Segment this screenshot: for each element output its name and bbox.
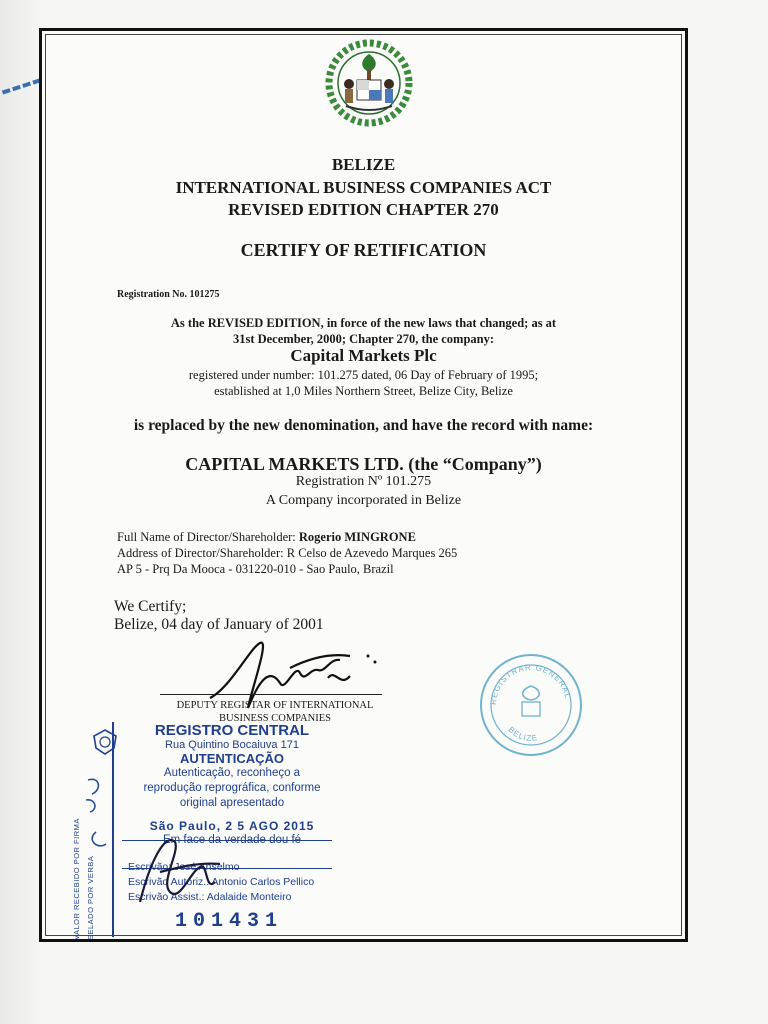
stamp-text-3: original apresentado xyxy=(179,797,285,809)
stamp-date: São Paulo, 2 5 AGO 2015 xyxy=(149,819,315,833)
certify-line: We Certify; xyxy=(114,598,187,615)
stamp-clerk-1: Escrivão: José Anselmo xyxy=(128,861,240,873)
signatory-title-line-2: BUSINESS COMPANIES xyxy=(219,713,331,724)
stamp-number: 101431 xyxy=(174,910,283,933)
title-country: BELIZE xyxy=(331,155,396,174)
registrar-general-seal xyxy=(478,652,584,758)
director-name-line xyxy=(117,530,416,545)
new-company-incorporation: A Company incorporated in Belize xyxy=(265,493,462,508)
director-name-label: Full Name of Director/Shareholder: xyxy=(117,530,299,544)
stamp-text-2: reprodução reprográfica, conforme xyxy=(143,782,321,794)
belize-coat-of-arms-emblem xyxy=(316,38,422,128)
stamp-faith: Em face da verdade dou fé xyxy=(162,834,302,846)
title-edition: REVISED EDITION CHAPTER 270 xyxy=(228,200,499,219)
intro-line-2: 31st December, 2000; Chapter 270, the company: xyxy=(232,332,495,346)
stamp-address: Rua Quintino Bocaiuva 171 xyxy=(165,739,299,751)
old-company-name: Capital Markets Plc xyxy=(290,346,437,365)
stamp-clerk-2: Escrivão Autoriz.: Antonio Carlos Pellico xyxy=(128,876,315,888)
stamp-clerk-3: Escrivão Assist.: Adalaide Monteiro xyxy=(128,891,292,903)
registration-number: Registration No. 101275 xyxy=(117,289,220,300)
director-address-line-2: AP 5 - Prq Da Mooca - 031220-010 - Sao Paulo, Brazil xyxy=(117,562,394,576)
title-certificate: CERTIFY OF RETIFICATION xyxy=(240,240,487,260)
notary-signature xyxy=(120,822,240,912)
certify-date: Belize, 04 day of January of 2001 xyxy=(114,616,324,633)
signatory-title-line-1: DEPUTY REGISTAR OF INTERNATIONAL xyxy=(176,700,374,711)
director-address-line-1: Address of Director/Shareholder: R Celso de Azevedo Marques 265 xyxy=(117,546,458,560)
replacement-statement: is replaced by the new denomination, and have the record with name: xyxy=(133,417,594,434)
director-name: Rogerio MINGRONE xyxy=(298,530,416,544)
intro-line-3: registered under number: 101.275 dated, 06 Day of February of 1995; xyxy=(188,368,539,382)
intro-line-4: established at 1,0 Miles Northern Street, Belize City, Belize xyxy=(214,384,513,398)
new-company-registration: Registration Nº 101.275 xyxy=(295,474,432,489)
stamp-vertical-text-2: SELADO POR VERBA xyxy=(86,855,95,940)
handwritten-initials xyxy=(78,770,114,860)
stamp-vertical-text-1: VALOR RECEBIDO POR FIRMA xyxy=(72,818,81,940)
stamp-subtitle: AUTENTICAÇÃO xyxy=(180,751,284,766)
new-company-name: CAPITAL MARKETS LTD. (the “Company”) xyxy=(185,454,542,474)
seal-top-text: REGISTRAR GENERAL xyxy=(488,662,573,706)
seal-bottom-text: BELIZE xyxy=(506,725,539,743)
notary-crest-icon xyxy=(92,728,118,756)
stamp-text-1: Autenticação, reconheço a xyxy=(163,767,301,779)
title-act: INTERNATIONAL BUSINESS COMPANIES ACT xyxy=(175,178,552,197)
stamp-title: REGISTRO CENTRAL xyxy=(154,722,310,739)
signature-line xyxy=(160,694,382,695)
intro-line-1: As the REVISED EDITION, in force of the new laws that changed; as at xyxy=(170,316,557,330)
svg-text:REGISTRAR GENERAL xyxy=(489,663,573,705)
